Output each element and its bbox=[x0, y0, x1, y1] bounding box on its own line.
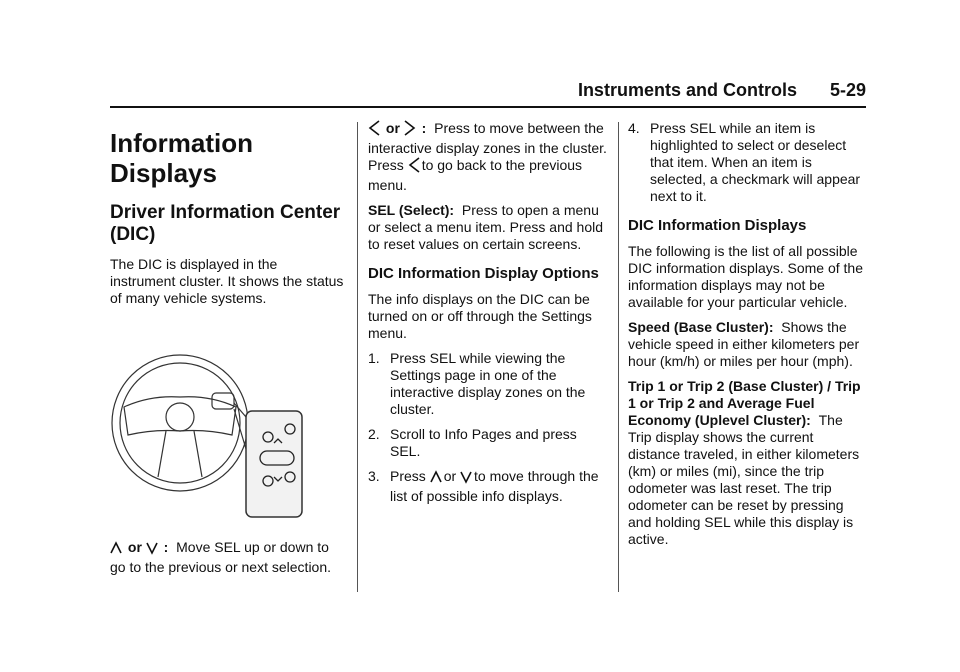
leftright-description bbox=[368, 120, 608, 194]
chevron-up-icon bbox=[430, 470, 442, 488]
options-steps-continued bbox=[628, 120, 866, 205]
leftright-or: or bbox=[385, 120, 400, 136]
options-heading: DIC Information Display Options bbox=[368, 265, 599, 282]
section-title: Instruments and Controls bbox=[577, 80, 797, 100]
speed-description bbox=[628, 319, 866, 370]
column-3 bbox=[628, 120, 866, 556]
page-heading: Information Displays bbox=[110, 128, 253, 188]
dic-intro: The DIC is displayed in the instrument cluster. It shows the status of many vehicle systems. bbox=[110, 256, 344, 306]
step-text: Press SEL while viewing the Settings page in one of the interactive display zones on the cluster. bbox=[390, 350, 586, 417]
list-item bbox=[368, 426, 608, 460]
steering-wheel-illustration bbox=[110, 337, 306, 519]
chevron-up-icon bbox=[110, 541, 122, 559]
chevron-left-icon bbox=[368, 120, 380, 140]
step-number: 4. bbox=[628, 120, 640, 136]
chevron-left-icon bbox=[408, 157, 420, 177]
sel-description bbox=[368, 202, 608, 253]
updown-or: or bbox=[127, 539, 142, 555]
sel-text: Press to open a menu or select a menu item. Press and hold to reset values on certain screens. bbox=[368, 202, 604, 252]
displays-heading: DIC Information Displays bbox=[628, 217, 807, 234]
page-header bbox=[110, 80, 866, 100]
step3-pre: Press bbox=[390, 468, 426, 484]
step-number: 2. bbox=[368, 426, 380, 442]
step-number: 3. bbox=[368, 468, 380, 484]
options-intro: The info displays on the DIC can be turned on or off through the Settings menu. bbox=[368, 291, 592, 341]
chevron-down-icon bbox=[146, 541, 158, 559]
chevron-right-icon bbox=[404, 120, 416, 140]
trip-description bbox=[628, 378, 866, 548]
trip-label: Trip 1 or Trip 2 (Base Cluster) / Trip 1 or Trip 2 and Average Fuel Economy (Uplevel Cluster): bbox=[628, 378, 861, 428]
step-number: 1. bbox=[368, 350, 380, 366]
column-divider-1 bbox=[357, 122, 358, 592]
column-1 bbox=[110, 120, 346, 584]
speed-label: Speed (Base Cluster): bbox=[628, 319, 774, 335]
speed-text: Shows the vehicle speed in either kilometers per hour (km/h) or miles per hour (mph). bbox=[628, 319, 860, 369]
dic-heading: Driver Information Center (DIC) bbox=[110, 202, 341, 245]
step3-or: or bbox=[443, 468, 457, 484]
column-2 bbox=[368, 120, 608, 513]
column-divider-2 bbox=[618, 122, 619, 592]
step-text: Scroll to Info Pages and press SEL. bbox=[390, 426, 577, 459]
step-text: Press SEL while an item is highlighted to select or deselect that item. When an item is selected, a checkmark will appear next to it. bbox=[650, 120, 861, 204]
updown-description bbox=[110, 539, 346, 576]
leftright-text-2: to go back to the previous menu. bbox=[368, 157, 583, 193]
list-item bbox=[628, 120, 866, 205]
header-rule bbox=[110, 106, 866, 108]
trip-text: The Trip display shows the current distance traveled, in either kilometers (km) or miles (mi), since the trip odometer was last reset. The trip odometer can be reset by pressing and holding SEL while this display is active. bbox=[628, 412, 860, 547]
page-number: 5-29 bbox=[829, 80, 866, 100]
leftright-colon: : bbox=[421, 120, 427, 136]
leftright-text: Press to move between the interactive display zones in the cluster. Press bbox=[368, 120, 607, 173]
sel-label: SEL (Select): bbox=[368, 202, 455, 218]
options-steps bbox=[368, 350, 608, 505]
displays-intro: The following is the list of all possible DIC information displays. Some of the information displays may not be available for your particular vehicle. bbox=[628, 243, 863, 310]
list-item bbox=[368, 350, 608, 418]
updown-colon: : bbox=[163, 539, 169, 555]
updown-text: Move SEL up or down to go to the previous or next selection. bbox=[110, 539, 332, 575]
step3-post: to move through the list of possible info displays. bbox=[390, 468, 599, 504]
chevron-down-icon bbox=[460, 470, 472, 488]
list-item bbox=[368, 468, 608, 505]
